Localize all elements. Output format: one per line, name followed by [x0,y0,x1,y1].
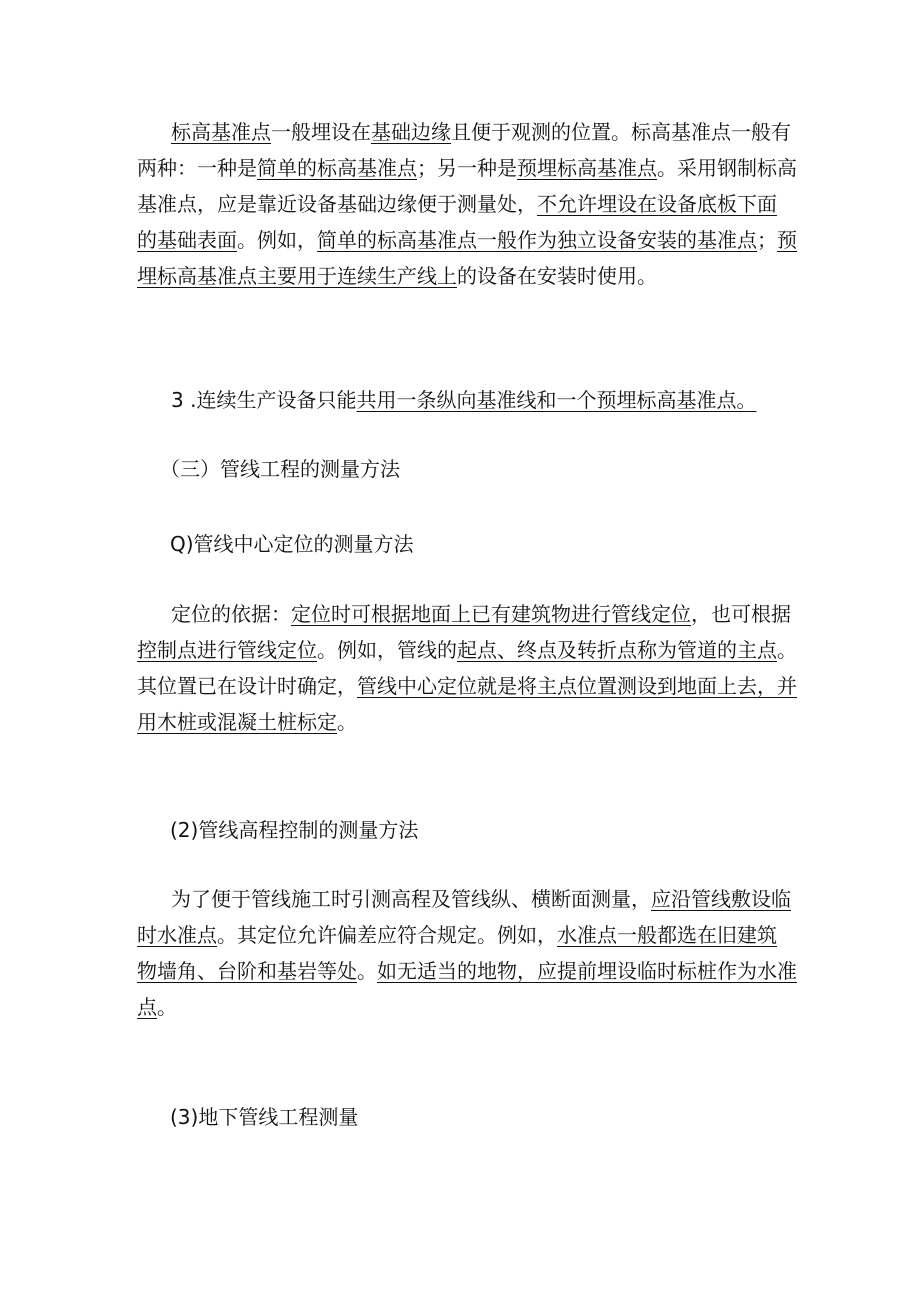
paragraph-line [137,989,797,1025]
item-3-prefix: .连续生产设备只能 [183,388,357,412]
paragraph-line [137,917,797,953]
underlined-text: 简单的标高基准点 [257,156,417,180]
paragraph-line [137,953,797,989]
text-segment: ，也可根据 [691,602,791,626]
underlined-text: 水准点一般都选在旧建筑 [557,923,777,947]
text-segment: 且便于观测的位置。标高基准点一般有 [451,120,791,144]
paragraph-line [137,186,797,222]
underlined-text: 应沿管线敷设临 [651,887,791,911]
subsection-3-title: (3)地下管线工程测量 [170,1105,359,1129]
underlined-text: 管线中心定位就是将主点位置测设到地面上去，并 [357,674,797,698]
section-3-title: （三）管线工程的测量方法 [160,457,400,481]
underlined-text: 不允许埋设在设备底板下面 [537,192,777,216]
underlined-text: 的基础表面 [137,228,237,252]
paragraph-line [137,258,797,294]
underlined-text: 起点、终点及转折点称为管道的主点 [457,638,777,662]
paragraph-line [137,222,797,258]
text-segment: 的设备在安装时使用。 [457,264,657,288]
underlined-text: 点 [137,995,157,1019]
underlined-text: 定位时可根据地面上已有建筑物进行管线定位 [291,602,691,626]
paragraph-line [137,632,797,668]
paragraph-pipeline-center-positioning [137,596,797,740]
underlined-text: 基础边缘 [371,120,451,144]
underlined-text: 控制点进行管线定位 [137,638,317,662]
text-segment: 。 [777,638,797,662]
item-3 [137,382,797,418]
paragraph-elevation-benchmark [137,114,797,294]
text-segment: 。采用钢制标高 [657,156,797,180]
text-segment: 。 [337,710,357,734]
paragraph-line [137,596,797,632]
subsection-1-title: Q)管线中心定位的测量方法 [170,532,414,556]
text-segment: 。 [157,995,177,1019]
subsection-2-title: (2)管线高程控制的测量方法 [170,818,419,842]
paragraph-line [137,114,797,150]
paragraph-pipeline-elevation-control [137,881,797,1025]
text-segment: 。其定位允许偏差应符合规定。例如， [217,923,557,947]
underlined-text: 如无适当的地物，应提前埋设临时标桩作为水准 [377,959,797,983]
text-segment: 一般埋设在 [271,120,371,144]
text-segment: 。 [357,959,377,983]
text-segment: ；另一种是 [417,156,517,180]
underlined-text: 预 [777,228,797,252]
underlined-text: 标高基准点 [171,120,271,144]
paragraph-line [137,881,797,917]
paragraph-line [137,150,797,186]
item-3-underlined-text: 共用一条纵向基准线和一个预埋标高基准点。 [356,388,757,412]
item-3-number: 3 [171,388,184,412]
text-segment: 基准点，应是靠近设备基础边缘便于测量处， [137,192,537,216]
paragraph-line [137,668,797,704]
underlined-text: 物墙角、台阶和基岩等处 [137,959,357,983]
underlined-text: 预埋标高基准点 [517,156,657,180]
text-segment: 为了便于管线施工时引测高程及管线纵、横断面测量， [171,887,651,911]
text-segment: ； [757,228,777,252]
underlined-text: 用木桩或混凝土桩标定 [137,710,337,734]
text-segment: 。例如，管线的 [317,638,457,662]
underlined-text: 简单的标高基准点一般作为独立设备安装的基准点 [317,228,757,252]
underlined-text: 埋标高基准点主要用于连续生产线上 [137,264,457,288]
paragraph-line [137,704,797,740]
text-segment: 两种：一种是 [137,156,257,180]
text-segment: 其位置已在设计时确定， [137,674,357,698]
underlined-text: 时水准点 [137,923,217,947]
text-segment: 。例如， [237,228,317,252]
text-segment: 定位的依据： [171,602,291,626]
